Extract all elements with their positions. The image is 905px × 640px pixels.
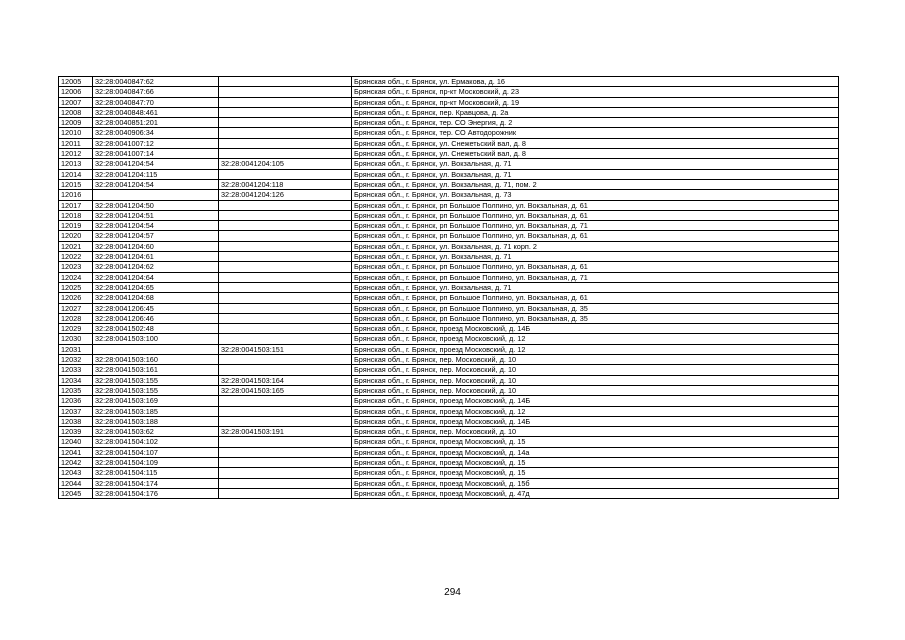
row-number-cell: 12036 <box>59 396 93 406</box>
cadastral-number-cell: 32:28:0041204:50 <box>93 200 219 210</box>
cadastral-number-cell: 32:28:0041503:188 <box>93 416 219 426</box>
table-row <box>59 355 839 365</box>
included-object-number-cell: 32:28:0041503:191 <box>219 427 352 437</box>
row-number-cell: 12028 <box>59 313 93 323</box>
row-number-cell: 12025 <box>59 282 93 292</box>
included-object-number-cell: 32:28:0041503:151 <box>219 344 352 354</box>
table-row <box>59 396 839 406</box>
included-object-number-cell <box>219 118 352 128</box>
row-number-cell: 12037 <box>59 406 93 416</box>
table-row <box>59 200 839 210</box>
address-cell: Брянская обл., г. Брянск, проезд Московский, д. 15 <box>352 468 839 478</box>
row-number-cell: 12027 <box>59 303 93 313</box>
cadastral-number-cell: 32:28:0041504:107 <box>93 447 219 457</box>
table-row <box>59 406 839 416</box>
cadastral-number-cell: 32:28:0041204:57 <box>93 231 219 241</box>
cadastral-number-cell: 32:28:0041503:161 <box>93 365 219 375</box>
table-row <box>59 128 839 138</box>
cadastral-number-cell: 32:28:0041504:115 <box>93 468 219 478</box>
cadastral-number-cell: 32:28:0041503:185 <box>93 406 219 416</box>
included-object-number-cell <box>219 313 352 323</box>
table-row <box>59 231 839 241</box>
row-number-cell: 12010 <box>59 128 93 138</box>
included-object-number-cell: 32:28:0041503:165 <box>219 385 352 395</box>
cadastral-number-cell: 32:28:0041504:109 <box>93 457 219 467</box>
cadastral-number-cell: 32:28:0041204:51 <box>93 210 219 220</box>
included-object-number-cell <box>219 437 352 447</box>
address-cell: Брянская обл., г. Брянск, пр-кт Московский, д. 23 <box>352 87 839 97</box>
address-cell: Брянская обл., г. Брянск, пер. Московский, д. 10 <box>352 385 839 395</box>
included-object-number-cell: 32:28:0041503:164 <box>219 375 352 385</box>
cadastral-number-cell: 32:28:0040851:201 <box>93 118 219 128</box>
included-object-number-cell <box>219 365 352 375</box>
table-row <box>59 252 839 262</box>
included-object-number-cell <box>219 334 352 344</box>
row-number-cell: 12015 <box>59 179 93 189</box>
table-row <box>59 210 839 220</box>
table-row <box>59 457 839 467</box>
address-cell: Брянская обл., г. Брянск, пер. Кравцова, д. 2а <box>352 107 839 117</box>
address-cell: Брянская обл., г. Брянск, проезд Московский, д. 47д <box>352 488 839 498</box>
table-row <box>59 159 839 169</box>
address-cell: Брянская обл., г. Брянск, рп Большое Полпино, ул. Вокзальная, д. 61 <box>352 262 839 272</box>
cadastral-number-cell: 32:28:0041503:160 <box>93 355 219 365</box>
cadastral-number-cell: 32:28:0041503:62 <box>93 427 219 437</box>
cadastral-number-cell: 32:28:0041504:176 <box>93 488 219 498</box>
address-cell: Брянская обл., г. Брянск, рп Большое Полпино, ул. Вокзальная, д. 35 <box>352 303 839 313</box>
cadastral-number-cell: 32:28:0041204:64 <box>93 272 219 282</box>
included-object-number-cell <box>219 282 352 292</box>
cadastral-number-cell: 32:28:0041204:65 <box>93 282 219 292</box>
row-number-cell: 12024 <box>59 272 93 282</box>
address-cell: Брянская обл., г. Брянск, рп Большое Полпино, ул. Вокзальная, д. 61 <box>352 231 839 241</box>
included-object-number-cell <box>219 169 352 179</box>
row-number-cell: 12022 <box>59 252 93 262</box>
table-row <box>59 87 839 97</box>
address-cell: Брянская обл., г. Брянск, рп Большое Полпино, ул. Вокзальная, д. 61 <box>352 200 839 210</box>
table-row <box>59 179 839 189</box>
included-object-number-cell: 32:28:0041204:105 <box>219 159 352 169</box>
row-number-cell: 12021 <box>59 241 93 251</box>
address-cell: Брянская обл., г. Брянск, проезд Московский, д. 15 <box>352 437 839 447</box>
table-row <box>59 272 839 282</box>
row-number-cell: 12034 <box>59 375 93 385</box>
cadastral-number-cell: 32:28:0041204:54 <box>93 221 219 231</box>
row-number-cell: 12011 <box>59 138 93 148</box>
table-row <box>59 293 839 303</box>
included-object-number-cell <box>219 447 352 457</box>
cadastral-number-cell: 32:28:0041206:45 <box>93 303 219 313</box>
cadastral-number-cell: 32:28:0041503:100 <box>93 334 219 344</box>
table-row <box>59 77 839 87</box>
address-cell: Брянская обл., г. Брянск, ул. Вокзальная, д. 71 <box>352 169 839 179</box>
table-row <box>59 416 839 426</box>
row-number-cell: 12016 <box>59 190 93 200</box>
address-cell: Брянская обл., г. Брянск, пер. Московский, д. 10 <box>352 375 839 385</box>
included-object-number-cell <box>219 355 352 365</box>
address-cell: Брянская обл., г. Брянск, ул. Снежетьский вал, д. 8 <box>352 149 839 159</box>
table-row <box>59 262 839 272</box>
cadastral-number-cell: 32:28:0041503:155 <box>93 385 219 395</box>
cadastral-number-cell: 32:28:0041206:46 <box>93 313 219 323</box>
row-number-cell: 12032 <box>59 355 93 365</box>
row-number-cell: 12038 <box>59 416 93 426</box>
table-row <box>59 478 839 488</box>
included-object-number-cell <box>219 396 352 406</box>
cadastral-number-cell: 32:28:0041204:60 <box>93 241 219 251</box>
address-cell: Брянская обл., г. Брянск, рп Большое Полпино, ул. Вокзальная, д. 71 <box>352 221 839 231</box>
row-number-cell: 12007 <box>59 97 93 107</box>
row-number-cell: 12012 <box>59 149 93 159</box>
cadastral-number-cell: 32:28:0041502:48 <box>93 324 219 334</box>
cadastral-number-cell: 32:28:0040847:62 <box>93 77 219 87</box>
address-cell: Брянская обл., г. Брянск, рп Большое Полпино, ул. Вокзальная, д. 61 <box>352 293 839 303</box>
included-object-number-cell <box>219 200 352 210</box>
cadastral-number-cell <box>93 190 219 200</box>
included-object-number-cell <box>219 416 352 426</box>
row-number-cell: 12006 <box>59 87 93 97</box>
cadastral-number-cell: 32:28:0040906:34 <box>93 128 219 138</box>
address-cell: Брянская обл., г. Брянск, проезд Московский, д. 12 <box>352 406 839 416</box>
row-number-cell: 12031 <box>59 344 93 354</box>
address-cell: Брянская обл., г. Брянск, проезд Московский, д. 12 <box>352 344 839 354</box>
row-number-cell: 12009 <box>59 118 93 128</box>
included-object-number-cell <box>219 457 352 467</box>
row-number-cell: 12005 <box>59 77 93 87</box>
table-row <box>59 334 839 344</box>
table-row <box>59 169 839 179</box>
row-number-cell: 12023 <box>59 262 93 272</box>
row-number-cell: 12035 <box>59 385 93 395</box>
row-number-cell: 12040 <box>59 437 93 447</box>
table-row <box>59 447 839 457</box>
table-row <box>59 375 839 385</box>
address-cell: Брянская обл., г. Брянск, ул. Снежетьский вал, д. 8 <box>352 138 839 148</box>
row-number-cell: 12043 <box>59 468 93 478</box>
table-row <box>59 107 839 117</box>
address-cell: Брянская обл., г. Брянск, ул. Вокзальная, д. 73 <box>352 190 839 200</box>
row-number-cell: 12042 <box>59 457 93 467</box>
table-row <box>59 221 839 231</box>
included-object-number-cell <box>219 107 352 117</box>
registry-table <box>58 76 839 499</box>
included-object-number-cell <box>219 252 352 262</box>
table-row <box>59 303 839 313</box>
address-cell: Брянская обл., г. Брянск, ул. Ермакова, д. 16 <box>352 77 839 87</box>
included-object-number-cell <box>219 97 352 107</box>
cadastral-number-cell <box>93 344 219 354</box>
row-number-cell: 12026 <box>59 293 93 303</box>
cadastral-number-cell: 32:28:0040847:66 <box>93 87 219 97</box>
address-cell: Брянская обл., г. Брянск, проезд Московский, д. 12 <box>352 334 839 344</box>
row-number-cell: 12039 <box>59 427 93 437</box>
row-number-cell: 12045 <box>59 488 93 498</box>
included-object-number-cell <box>219 303 352 313</box>
address-cell: Брянская обл., г. Брянск, проезд Московский, д. 14Б <box>352 324 839 334</box>
cadastral-number-cell: 32:28:0041504:102 <box>93 437 219 447</box>
address-cell: Брянская обл., г. Брянск, тер. СО Энергия, д. 2 <box>352 118 839 128</box>
included-object-number-cell <box>219 406 352 416</box>
cadastral-number-cell: 32:28:0041007:12 <box>93 138 219 148</box>
table-row <box>59 282 839 292</box>
registry-table-body <box>59 77 839 499</box>
table-row <box>59 344 839 354</box>
cadastral-number-cell: 32:28:0041204:54 <box>93 159 219 169</box>
cadastral-number-cell: 32:28:0041007:14 <box>93 149 219 159</box>
included-object-number-cell <box>219 77 352 87</box>
cadastral-number-cell: 32:28:0041204:115 <box>93 169 219 179</box>
included-object-number-cell <box>219 221 352 231</box>
row-number-cell: 12018 <box>59 210 93 220</box>
cadastral-number-cell: 32:28:0041503:169 <box>93 396 219 406</box>
table-row <box>59 427 839 437</box>
included-object-number-cell: 32:28:0041204:118 <box>219 179 352 189</box>
included-object-number-cell <box>219 478 352 488</box>
address-cell: Брянская обл., г. Брянск, тер. СО Автодорожник <box>352 128 839 138</box>
row-number-cell: 12020 <box>59 231 93 241</box>
included-object-number-cell <box>219 128 352 138</box>
included-object-number-cell <box>219 324 352 334</box>
table-row <box>59 149 839 159</box>
row-number-cell: 12014 <box>59 169 93 179</box>
cadastral-number-cell: 32:28:0040847:70 <box>93 97 219 107</box>
included-object-number-cell <box>219 272 352 282</box>
cadastral-number-cell: 32:28:0041503:155 <box>93 375 219 385</box>
cadastral-number-cell: 32:28:0041204:62 <box>93 262 219 272</box>
row-number-cell: 12033 <box>59 365 93 375</box>
row-number-cell: 12008 <box>59 107 93 117</box>
address-cell: Брянская обл., г. Брянск, ул. Вокзальная, д. 71 корп. 2 <box>352 241 839 251</box>
included-object-number-cell <box>219 138 352 148</box>
included-object-number-cell <box>219 488 352 498</box>
table-row <box>59 365 839 375</box>
address-cell: Брянская обл., г. Брянск, проезд Московский, д. 15б <box>352 478 839 488</box>
address-cell: Брянская обл., г. Брянск, пр-кт Московский, д. 19 <box>352 97 839 107</box>
address-cell: Брянская обл., г. Брянск, рп Большое Полпино, ул. Вокзальная, д. 71 <box>352 272 839 282</box>
row-number-cell: 12041 <box>59 447 93 457</box>
included-object-number-cell <box>219 241 352 251</box>
table-row <box>59 385 839 395</box>
address-cell: Брянская обл., г. Брянск, проезд Московский, д. 15 <box>352 457 839 467</box>
address-cell: Брянская обл., г. Брянск, пер. Московский, д. 10 <box>352 355 839 365</box>
table-row <box>59 313 839 323</box>
page-number: 294 <box>444 587 461 598</box>
cadastral-number-cell: 32:28:0041204:68 <box>93 293 219 303</box>
included-object-number-cell <box>219 149 352 159</box>
table-row <box>59 488 839 498</box>
table-row <box>59 97 839 107</box>
address-cell: Брянская обл., г. Брянск, пер. Московский, д. 10 <box>352 427 839 437</box>
table-row <box>59 118 839 128</box>
table-row <box>59 190 839 200</box>
included-object-number-cell <box>219 468 352 478</box>
cadastral-number-cell: 32:28:0040848:461 <box>93 107 219 117</box>
address-cell: Брянская обл., г. Брянск, ул. Вокзальная, д. 71 <box>352 159 839 169</box>
cadastral-number-cell: 32:28:0041504:174 <box>93 478 219 488</box>
row-number-cell: 12013 <box>59 159 93 169</box>
address-cell: Брянская обл., г. Брянск, проезд Московский, д. 14а <box>352 447 839 457</box>
row-number-cell: 12019 <box>59 221 93 231</box>
table-row <box>59 468 839 478</box>
address-cell: Брянская обл., г. Брянск, проезд Московский, д. 14Б <box>352 416 839 426</box>
address-cell: Брянская обл., г. Брянск, проезд Московский, д. 14Б <box>352 396 839 406</box>
address-cell: Брянская обл., г. Брянск, рп Большое Полпино, ул. Вокзальная, д. 35 <box>352 313 839 323</box>
address-cell: Брянская обл., г. Брянск, ул. Вокзальная, д. 71 <box>352 282 839 292</box>
row-number-cell: 12044 <box>59 478 93 488</box>
included-object-number-cell <box>219 210 352 220</box>
cadastral-number-cell: 32:28:0041204:61 <box>93 252 219 262</box>
address-cell: Брянская обл., г. Брянск, ул. Вокзальная, д. 71 <box>352 252 839 262</box>
table-row <box>59 437 839 447</box>
row-number-cell: 12029 <box>59 324 93 334</box>
included-object-number-cell: 32:28:0041204:126 <box>219 190 352 200</box>
address-cell: Брянская обл., г. Брянск, рп Большое Полпино, ул. Вокзальная, д. 61 <box>352 210 839 220</box>
included-object-number-cell <box>219 231 352 241</box>
table-row <box>59 241 839 251</box>
included-object-number-cell <box>219 87 352 97</box>
address-cell: Брянская обл., г. Брянск, ул. Вокзальная, д. 71, пом. 2 <box>352 179 839 189</box>
table-row <box>59 138 839 148</box>
included-object-number-cell <box>219 262 352 272</box>
row-number-cell: 12017 <box>59 200 93 210</box>
cadastral-number-cell: 32:28:0041204:54 <box>93 179 219 189</box>
address-cell: Брянская обл., г. Брянск, пер. Московский, д. 10 <box>352 365 839 375</box>
included-object-number-cell <box>219 293 352 303</box>
table-row <box>59 324 839 334</box>
row-number-cell: 12030 <box>59 334 93 344</box>
